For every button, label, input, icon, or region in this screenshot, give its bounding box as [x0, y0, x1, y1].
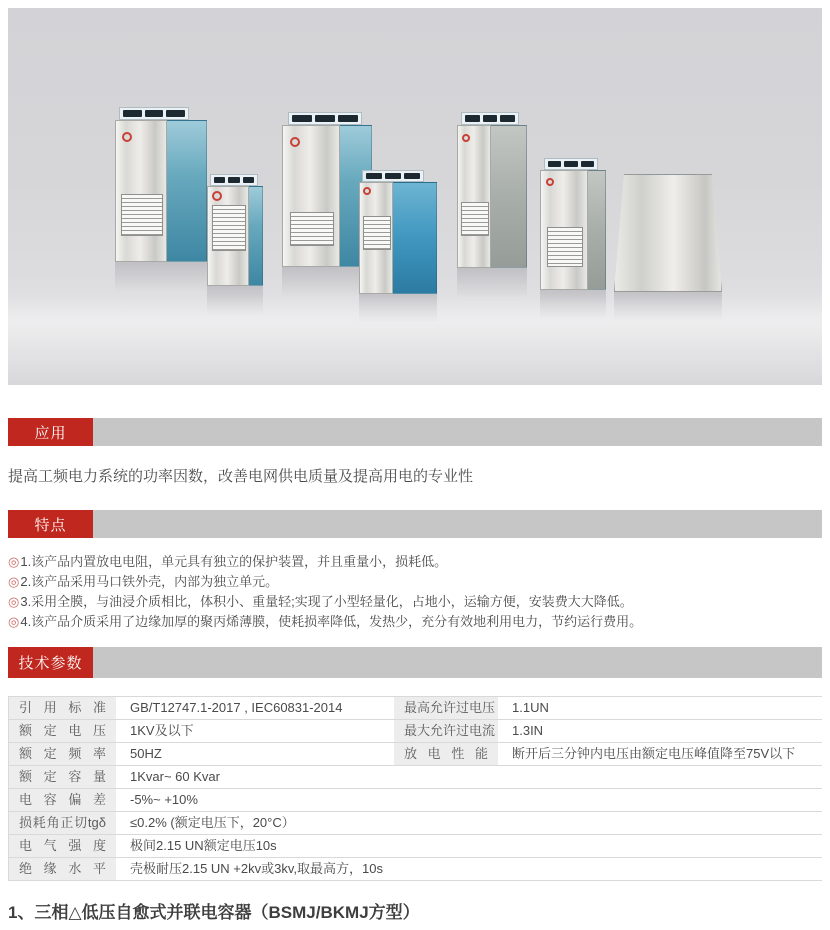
section-header-specs [8, 647, 822, 678]
product-type-heading: 1、三相△低压自愈式并联电容器（BSMJ/BKMJ方型） [8, 903, 420, 922]
feature-item [8, 592, 822, 612]
seal-icon [546, 178, 554, 186]
capacitor-illustration [614, 174, 722, 292]
terminal-cover [362, 170, 424, 182]
bullet-icon: ◎ [8, 574, 20, 589]
capacitor-illustration [359, 182, 437, 294]
spec-label: 电 容 偏 差 [9, 789, 116, 811]
table-row [9, 743, 822, 766]
feature-text: 2.该产品采用马口铁外壳，内部为独立单元。 [20, 574, 279, 589]
terminal-cover [643, 155, 695, 175]
terminal-cover [119, 107, 189, 120]
table-row [9, 766, 822, 789]
nameplate [363, 216, 391, 250]
terminal-cover [288, 112, 362, 125]
product-photo [8, 8, 822, 385]
spec-label: 额 定 频 率 [9, 743, 116, 765]
spec-value: -5%~ +10% [130, 792, 198, 807]
bullet-icon: ◎ [8, 594, 20, 609]
table-row [9, 835, 822, 858]
feature-item [8, 572, 822, 592]
section-badge-application: 应用 [8, 418, 93, 446]
seal-icon [363, 187, 371, 195]
section-badge-features: 特点 [8, 510, 93, 538]
feature-text: 3.采用全膜，与油浸介质相比，体积小、重量轻;实现了小型轻量化，占地小，运输方便，安装费大大降低。 [20, 594, 633, 609]
nameplate [121, 194, 163, 236]
spec-label: 放 电 性 能 [394, 743, 498, 765]
spec-value: 断开后三分钟内电压由额定电压峰值降至75V以下 [512, 746, 796, 761]
table-row [9, 789, 822, 812]
feature-text: 4.该产品介质采用了边缘加厚的聚丙烯薄膜，使耗损率降低，发热少，充分有效地利用电力，节约运行费用。 [20, 614, 643, 629]
capacitor-illustration [207, 186, 263, 286]
spec-value: 壳极耐压2.15 UN +2kv或3kv,取最高方，10s [130, 861, 383, 876]
nameplate [461, 202, 489, 236]
spec-label: 损耗角正切tgδ [9, 812, 116, 834]
spec-label: 绝 缘 水 平 [9, 858, 116, 880]
spec-label: 最大允许过电流 [394, 720, 498, 742]
spec-value: ≤0.2% (额定电压下，20°C） [130, 815, 295, 830]
terminal-cover [544, 158, 598, 170]
feature-text: 1.该产品内置放电电阻，单元具有独立的保护装置，并且重量小，损耗低。 [20, 554, 448, 569]
spec-value: 极间2.15 UN额定电压10s [130, 838, 277, 853]
application-description: 提高工频电力系统的功率因数，改善电网供电质量及提高用电的专业性 [8, 468, 474, 485]
table-row [9, 697, 822, 720]
feature-item [8, 612, 822, 632]
section-header-features [8, 510, 822, 538]
spec-label: 额 定 电 压 [9, 720, 116, 742]
feature-item [8, 552, 822, 572]
nameplate [547, 227, 583, 267]
spec-label: 最高允许过电压 [394, 697, 498, 719]
bullet-icon: ◎ [8, 554, 20, 569]
spec-value: 1KV及以下 [130, 723, 194, 738]
section-header-application [8, 418, 822, 446]
section-badge-specs: 技术参数 [8, 647, 93, 678]
spec-label: 电 气 强 度 [9, 835, 116, 857]
seal-icon [212, 191, 222, 201]
table-row [9, 812, 822, 835]
seal-icon [290, 137, 300, 147]
capacitor-illustration [540, 170, 606, 290]
spec-label: 额 定 容 量 [9, 766, 116, 788]
spec-value: 1Kvar~ 60 Kvar [130, 769, 220, 784]
spec-label: 引 用 标 准 [9, 697, 116, 719]
bullet-icon: ◎ [8, 614, 20, 629]
feature-list [8, 552, 822, 632]
spec-table [8, 696, 822, 881]
spec-value: 50HZ [130, 746, 162, 761]
nameplate [212, 205, 246, 251]
capacitor-illustration [457, 125, 527, 268]
spec-value: 1.1UN [512, 700, 549, 715]
seal-icon [462, 134, 470, 142]
terminal-cover [210, 174, 258, 186]
table-row [9, 720, 822, 743]
terminal-cover [461, 112, 519, 125]
seal-icon [122, 132, 132, 142]
nameplate [290, 212, 334, 246]
spec-value: 1.3IN [512, 723, 544, 738]
table-row [9, 858, 822, 881]
capacitor-illustration [115, 120, 207, 262]
spec-value: GB/T12747.1-2017 , IEC60831-2014 [130, 700, 343, 715]
